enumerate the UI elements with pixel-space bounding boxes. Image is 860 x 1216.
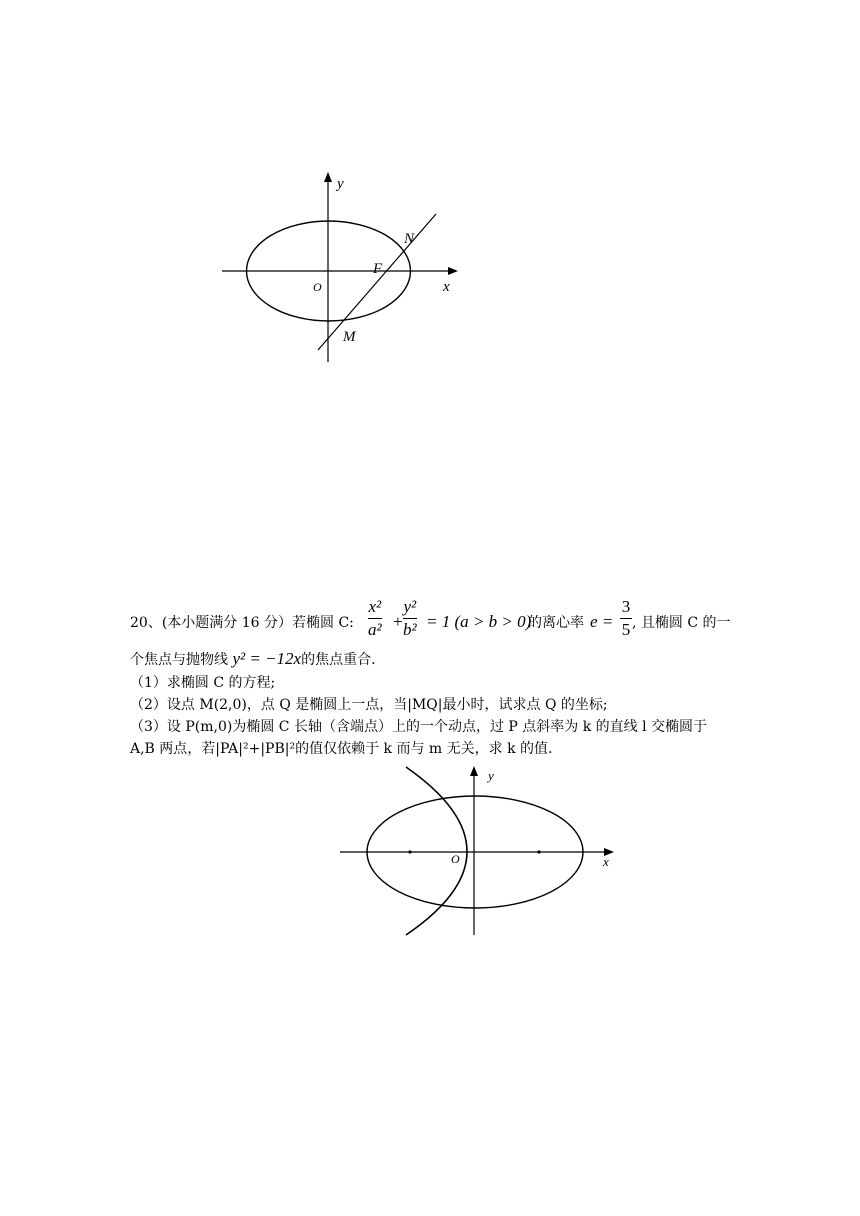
e-equals: e =	[590, 612, 614, 631]
y-label: y	[488, 768, 494, 783]
x-label: x	[603, 854, 609, 869]
eccentricity-text: 的离心率	[528, 615, 584, 631]
question-3-line-2: A,B 两点，若|PA|²+|PB|²的值仅依赖于 k 而与 m 无关，求 k 的值.	[130, 741, 553, 757]
fraction-e	[620, 598, 632, 639]
origin-label: O	[451, 852, 460, 866]
equation-rhs: = 1 (a > b > 0)	[426, 612, 532, 631]
point-m-label: M	[343, 329, 356, 345]
b2-denominator: b²	[403, 620, 417, 639]
parabola	[406, 767, 467, 935]
ellipse-parabola-diagram	[330, 760, 620, 940]
problem-line-2: 个焦点与抛物线 y² = −12x的焦点重合.	[130, 649, 376, 668]
y-label: y	[337, 176, 344, 192]
left-focus-point	[408, 850, 411, 853]
figure-ellipse-chord	[210, 165, 470, 365]
right-focus-point	[537, 850, 540, 853]
question-3-line-1: （3）设 P(m,0)为椭圆 C 长轴（含端点）上的一个动点，过 P 点斜率为 k 的直线 l 交椭圆于	[130, 719, 708, 735]
e-denominator: 5	[621, 620, 631, 639]
ellipse-chord-diagram	[210, 165, 470, 365]
fraction-x2-a2	[368, 598, 382, 639]
y-axis-arrow-icon	[470, 766, 478, 776]
fraction-y2-b2	[403, 598, 417, 639]
x2-numerator: x²	[368, 597, 382, 616]
focus-f-label: F	[373, 261, 383, 277]
e-numerator: 3	[621, 597, 631, 616]
question-1: （1）求椭圆 C 的方程;	[130, 675, 276, 691]
a2-denominator: a²	[368, 620, 382, 639]
problem-line-1-suffix: , 且椭圆 C 的一	[632, 615, 731, 631]
y-axis-arrow-icon	[324, 172, 332, 182]
problem-line-1	[130, 612, 354, 634]
chord-line	[318, 214, 436, 350]
question-2: （2）设点 M(2,0)，点 Q 是椭圆上一点，当|MQ|最小时，试求点 Q 的坐标;	[130, 697, 608, 713]
y2-numerator: y²	[403, 597, 417, 616]
figure-ellipse-parabola	[330, 760, 620, 940]
x-label: x	[443, 279, 450, 295]
point-n-label: N	[404, 231, 415, 247]
problem-intro: 20、(本小题满分 16 分）若椭圆 C:	[130, 615, 354, 631]
x-axis-arrow-icon	[448, 267, 458, 275]
origin-label: O	[313, 280, 322, 294]
parabola-equation: y² = −12x	[232, 649, 302, 668]
